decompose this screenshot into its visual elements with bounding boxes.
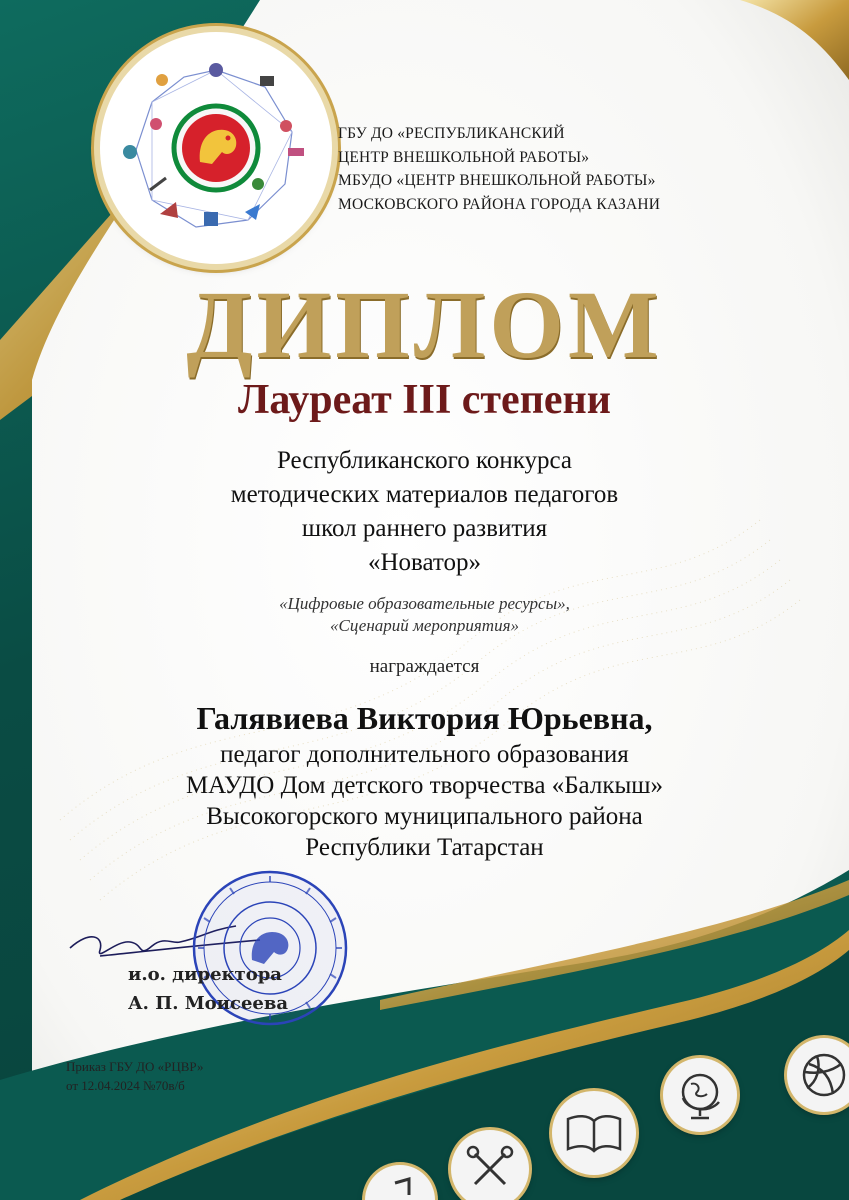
contest-line: методических материалов педагогов — [230, 481, 619, 508]
nomination-line: «Цифровые образовательные ресурсы», — [279, 594, 570, 613]
recipient-detail-line: МАУДО Дом детского творчества «Балкыш» — [185, 772, 664, 799]
recipient-detail-line: педагог дополнительного образования — [220, 741, 629, 768]
nominations — [0, 593, 849, 637]
contest-description — [0, 444, 849, 580]
organization-line: МОСКОВСКОГО РАЙОНА ГОРОДА КАЗАНИ — [338, 195, 661, 213]
organization-line: МБУДО «ЦЕНТР ВНЕШКОЛЬНОЙ РАБОТЫ» — [338, 172, 656, 189]
contest-line: Республиканского конкурса — [276, 447, 573, 474]
order-line: от 12.04.2024 №70в/б — [66, 1078, 185, 1093]
order-reference — [66, 1057, 203, 1095]
recipient-name: Галявиева Виктория Юрьевна, — [196, 700, 653, 736]
recipient-detail-line: Республики Татарстан — [305, 834, 544, 861]
nomination-line: «Сценарий мероприятия» — [330, 616, 519, 635]
order-line: Приказ ГБУ ДО «РЦВР» — [66, 1059, 204, 1074]
organization-emblem — [100, 32, 332, 264]
contest-line: школ раннего развития — [301, 515, 548, 542]
organization-line: ЦЕНТР ВНЕШКОЛЬНОЙ РАБОТЫ» — [338, 148, 590, 166]
book-icon — [552, 1091, 636, 1175]
music-icon — [365, 1165, 435, 1200]
volleyball-icon — [787, 1038, 849, 1112]
tools-icon — [451, 1130, 529, 1200]
recipient-detail-line: Высокогорского муниципального района — [206, 803, 643, 830]
organization-names — [338, 122, 758, 216]
signatory-block — [128, 960, 288, 1018]
contest-line: «Новатор» — [367, 549, 482, 576]
organization-line: ГБУ ДО «РЕСПУБЛИКАНСКИЙ — [338, 125, 565, 142]
recipient-details — [0, 739, 849, 863]
diploma-title: ДИПЛОМ — [186, 271, 663, 378]
signatory-name: А. П. Моисеева — [128, 993, 289, 1014]
signatory-position: и.о. директора — [128, 964, 282, 985]
globe-icon — [663, 1058, 737, 1132]
awarded-text: награждается — [369, 656, 480, 677]
laureate-degree: Лауреат III степени — [238, 377, 611, 423]
